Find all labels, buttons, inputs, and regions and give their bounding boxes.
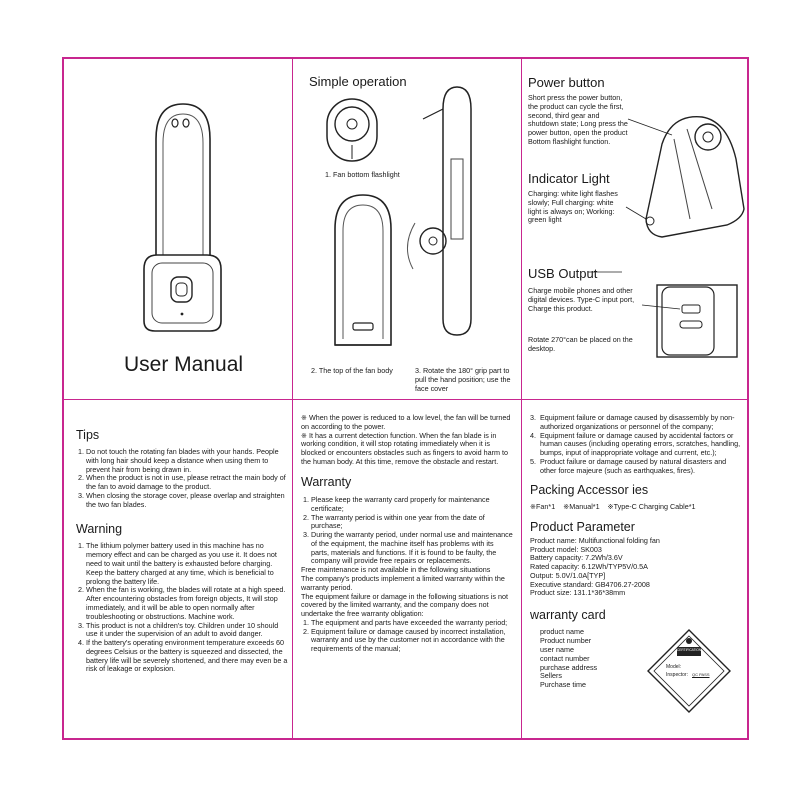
power-button-heading: Power button <box>528 75 605 90</box>
warranty-exclusion-item: 2. Equipment failure or damage caused by incorrect installation, warranty and use by the customer not in accordance with the requirements of the manual; <box>311 628 513 654</box>
certification-label: CERTIFICATION <box>677 648 702 652</box>
warranty-free-maintenance: Free maintenance is not available in the following situations <box>301 565 491 575</box>
warranty-card-field: purchase address <box>540 662 598 672</box>
tips-item: 2. When the product is not in use, please retract the main body of the fan to avoid damage to the product. <box>86 474 288 492</box>
certification-qc-pass: QC PASS <box>692 672 710 677</box>
simple-operation-heading: Simple operation <box>309 74 407 89</box>
warranty-panel <box>293 400 521 738</box>
warranty-exclusion-item: 1. The equipment and parts have exceeded the warranty period; <box>311 619 513 628</box>
warranty-card-field: contact number <box>540 653 590 663</box>
warranty-item: 3. During the warranty period, under normal use and maintenance of the equipment, the machine itself has problems with its parts, materials and functions. If it is found to be faulty, the company will provide free repairs or replacements. <box>311 531 513 566</box>
parameter-line: Executive standard: GB4706.27-2008 <box>530 579 650 589</box>
manual-sheet <box>62 57 749 740</box>
parameter-line: Battery capacity: 7.2Wh/3.6V <box>530 553 623 563</box>
warning-heading: Warning <box>76 522 123 537</box>
certification-model: Model: <box>666 664 682 670</box>
cover-title: User Manual <box>124 353 244 376</box>
packing-heading: Packing Accessor ies <box>530 483 649 498</box>
warranty-item: 2. The warranty period is within one year from the date of purchase; <box>311 514 513 532</box>
warning-item: 1. The lithium polymer battery used in this machine has no memory effect and can be charged as you use it. It does not need to wait until the battery is exhausted before charging. Keep the battery charged at any time, which is beneficial to prolong the battery life. <box>86 542 288 586</box>
packing-item: ※Manual*1 <box>563 501 600 511</box>
parameter-line: Product size: 131.1*36*38mm <box>530 588 626 598</box>
warranty-card-field: product name <box>540 627 584 637</box>
warranty-exclusion-list <box>301 619 513 654</box>
tips-warning-panel <box>64 400 292 738</box>
warning-list <box>76 542 288 674</box>
warning-item: 4. If the battery's operating environment temperature exceeds 60 degrees Celsius or the battery is squeezed and dissected, the battery life will be severely shortened, and there may even be a risk of leakage or explosion. <box>86 639 288 674</box>
note-current-detection: ※ It has a current detection function. When the fan blade is in working condition, it will stop rotating immediately when it is blocked or encounters obstacles such as fingers to avoid harm to the human body. At this time, remove the obstacle and restart. <box>301 430 508 466</box>
fan-front-illustration <box>64 59 292 399</box>
warranty-card-field: Product number <box>540 636 592 646</box>
indicator-light-heading: Indicator Light <box>528 171 610 186</box>
packing-item: ※Type-C Charging Cable*1 <box>607 501 696 511</box>
rotate-note: Rotate 270°can be placed on the desktop. <box>528 335 633 353</box>
controls-panel <box>522 59 747 399</box>
warranty-exclusions: The equipment failure or damage in the following situations is not covered by the limited warranty, and the company does not undertake the free warranty obligation: <box>301 591 508 619</box>
packing-item: ※Fan*1 <box>530 501 556 511</box>
parameter-list <box>530 537 742 598</box>
warranty-cont-item: 5. Product failure or damage caused by natural disasters and other force majeure (such as earthquakes, fires). <box>530 456 727 475</box>
caption-flashlight: 1. Fan bottom flashlight <box>325 170 400 179</box>
tips-heading: Tips <box>76 428 100 442</box>
warranty-heading: Warranty <box>301 474 352 489</box>
tips-item: 3. When closing the storage cover, please overlap and straighten the two fan blades. <box>86 492 288 510</box>
controls-illustrations <box>522 59 747 399</box>
certification-stamp <box>644 626 734 716</box>
packing-list <box>530 503 742 512</box>
parameter-heading: Product Parameter <box>530 519 635 534</box>
warning-item: 3. This product is not a children's toy. Children under 10 should use it under the supervision of an adult to avoid danger. <box>86 622 288 640</box>
indicator-light-text: Charging: white light flashes slowly; Full charging: white light is always on; Working: green light <box>528 189 618 225</box>
caption-fan-top: 2. The top of the fan body <box>311 366 393 375</box>
simple-operation-panel <box>293 59 521 399</box>
warranty-cont-item: 4. Equipment failure or damage caused by accidental factors or human causes (including operating errors, scratches, handling, bumps, input of inappropriate voltage and current, etc.); <box>530 430 741 458</box>
parameter-line: Rated capacity: 6.12Wh/TYP5V/0.5A <box>530 562 648 572</box>
parameter-line: Output: 5.0V/1.0A[TYP] <box>530 570 606 580</box>
note-low-power: ※ When the power is reduced to a low level, the fan will be turned on according to the power. <box>301 413 511 431</box>
warranty-limited: The company's products implement a limited warranty within the warranty period. <box>301 573 505 592</box>
parameter-line: Product model: SK003 <box>530 544 602 554</box>
tips-list <box>76 448 288 509</box>
warranty-card-field: Purchase time <box>540 680 586 690</box>
caption-rotate-grip: 3. Rotate the 180° grip part to pull the hand position; use the face cover <box>415 366 511 393</box>
warning-item: 2. When the fan is working, the blades will rotate at a high speed. After encountering obstacles from foreign objects, It will stop immediately, and it will be able to open normally after troubleshooting or obstructions. Machine work. <box>86 586 288 621</box>
specs-panel <box>522 400 747 738</box>
usb-output-heading: USB Output <box>528 266 598 281</box>
tips-item: 1. Do not touch the rotating fan blades with your hands. People with long hair should keep a distance when using them to prevent hair from being drawn in. <box>86 448 288 474</box>
warranty-card-field: user name <box>540 645 574 655</box>
parameter-line: Product name: Multifunctional folding fan <box>530 535 660 545</box>
operation-illustrations <box>293 59 521 399</box>
warranty-item: 1. Please keep the warranty card properly for maintenance certificate; <box>311 496 513 514</box>
warranty-cont-item: 3. Equipment failure or damage caused by disassembly by non-authorized organizations or personnel of the company; <box>530 413 735 431</box>
warranty-list <box>301 496 513 566</box>
usb-output-text: Charge mobile phones and other digital devices. Type-C input port, Charge this product. <box>528 286 635 313</box>
power-button-text: Short press the power button, the product can cycle the first, second, third gear and shutdown state; Long press the power button, open the product Bottom flashlight function. <box>528 93 628 146</box>
warranty-card-field: Sellers <box>540 671 562 681</box>
warranty-card-heading: warranty card <box>530 608 606 623</box>
certification-inspector: Inspector: <box>666 672 688 678</box>
cover-panel <box>64 59 292 399</box>
certification-stamp-shape <box>644 626 734 716</box>
